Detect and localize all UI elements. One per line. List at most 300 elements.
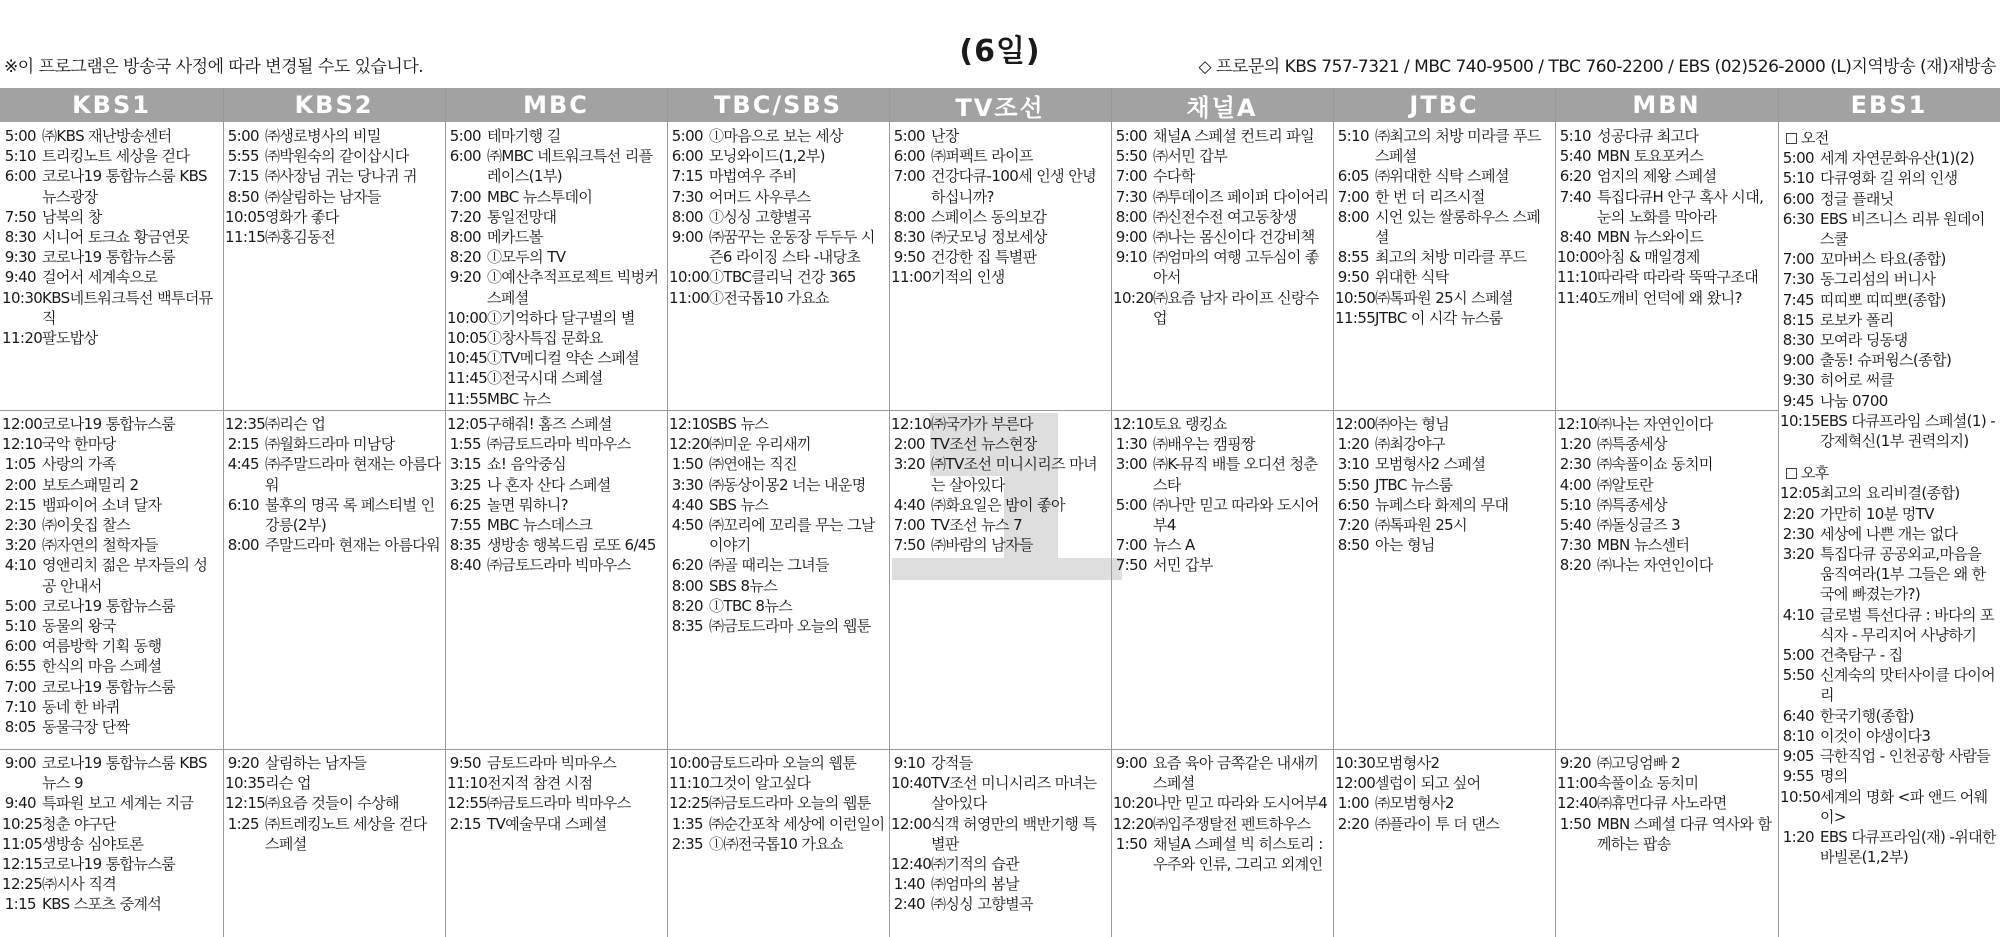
program-time: 12:40 <box>1557 794 1598 813</box>
program-row <box>669 227 885 267</box>
program-row <box>1557 753 1774 773</box>
program-time: 9:50 <box>449 754 481 772</box>
program-title: ㈜최강야구 <box>1375 435 1445 454</box>
program-row <box>1780 168 1996 188</box>
program-row <box>669 414 885 434</box>
program-row <box>1557 454 1774 474</box>
program-time: 12:10 <box>669 415 710 433</box>
program-row <box>1113 414 1329 434</box>
program-title: 리슨 업 <box>265 774 311 793</box>
program-title: ㈜서민 갑부 <box>1153 147 1228 166</box>
program-time: 10:30 <box>1335 754 1376 772</box>
program-title: ㈜월화드라마 미남당 <box>265 435 395 454</box>
program-row <box>669 207 885 227</box>
program-row <box>447 753 663 773</box>
schedule-block <box>1335 753 1551 937</box>
program-time: 11:55 <box>1335 308 1376 327</box>
program-title: 팔도밥상 <box>42 329 98 348</box>
program-row <box>669 596 885 616</box>
program-title: ㈜금토드라마 오늘의 웹툰 <box>709 617 871 636</box>
program-row <box>1780 706 1996 726</box>
schedule-block <box>1113 414 1329 749</box>
program-row <box>2 717 219 737</box>
program-time: 6:00 <box>4 167 36 186</box>
program-row <box>669 834 885 854</box>
program-row <box>447 308 663 328</box>
program-time: 8:20 <box>671 596 703 615</box>
program-time: 4:10 <box>1782 605 1814 624</box>
program-row <box>447 773 663 793</box>
program-row <box>2 267 219 287</box>
program-title: ㈜미운 우리새끼 <box>709 435 811 454</box>
program-row <box>1113 814 1329 834</box>
program-title: 트리킹노트 세상을 걷다 <box>42 147 190 166</box>
program-title: MBC 뉴스데스크 <box>487 516 593 535</box>
program-row <box>669 793 885 813</box>
program-title: SBS 뉴스 <box>709 415 769 433</box>
program-time: 5:00 <box>4 127 36 145</box>
program-time: 9:30 <box>1782 371 1814 390</box>
program-row <box>891 515 1107 535</box>
program-time: 7:50 <box>893 536 925 555</box>
program-title: 최고의 처방 미라클 푸드 <box>1375 248 1527 267</box>
schedule-block <box>447 414 663 749</box>
program-title: MBN 토요포커스 <box>1597 147 1704 166</box>
program-row <box>1335 187 1551 207</box>
program-title: ⓛ예산추적프로젝트 빅벙커 스페셜 <box>487 268 659 307</box>
program-time: 9:20 <box>1559 754 1591 772</box>
program-row <box>1780 787 1996 827</box>
program-row <box>669 187 885 207</box>
program-time: 12:05 <box>1780 484 1821 503</box>
program-time: 6:55 <box>4 657 36 676</box>
program-title: 이것이 야생이다3 <box>1820 726 1931 745</box>
schedule-block <box>225 753 441 937</box>
program-time: 8:40 <box>1559 228 1591 247</box>
program-time: 3:20 <box>4 536 36 555</box>
program-title: ㈜MBC 네트워크특선 리플레이스(1부) <box>487 147 653 186</box>
program-time: 11:05 <box>2 834 43 853</box>
program-time: 6:10 <box>227 495 259 514</box>
program-title: 강적들 <box>931 754 973 772</box>
program-title: ㈜특종세상 <box>1597 435 1667 454</box>
program-time: 11:10 <box>1557 268 1598 287</box>
schedule-block <box>1557 414 1774 749</box>
program-row <box>1335 247 1551 267</box>
program-time: 10:45 <box>447 349 488 368</box>
program-time: 6:30 <box>1782 209 1814 228</box>
schedule-block <box>669 414 885 749</box>
program-time: 10:35 <box>225 774 266 793</box>
program-row <box>1780 827 1996 867</box>
program-row <box>1335 288 1551 308</box>
program-time: 5:00 <box>1782 149 1814 168</box>
program-time: 2:00 <box>4 475 36 494</box>
schedule-block <box>447 126 663 410</box>
program-title: ⓛ마음으로 보는 세상 <box>709 127 843 145</box>
program-time: 5:00 <box>1115 495 1147 514</box>
program-time: 12:10 <box>891 415 932 433</box>
program-title: ㈜연애는 직진 <box>709 455 798 474</box>
program-title: ㈜골 때리는 그녀들 <box>709 556 829 575</box>
program-title: SBS 뉴스 <box>709 495 769 514</box>
program-time: 4:50 <box>671 516 703 535</box>
program-time: 10:25 <box>2 814 43 833</box>
program-time: 12:25 <box>2 875 43 894</box>
program-time: 1:55 <box>449 435 481 454</box>
program-time: 5:00 <box>227 127 259 145</box>
program-time: 8:50 <box>1337 536 1369 555</box>
program-title: EBS 다큐프라임(재) -위대한 바빌론(1,2부) <box>1820 827 1996 867</box>
program-row <box>2 697 219 717</box>
program-row <box>669 515 885 555</box>
program-time: 2:30 <box>1559 455 1591 474</box>
program-title: 뉴페스타 화제의 무대 <box>1375 495 1509 514</box>
program-time: 8:00 <box>671 207 703 226</box>
program-time: 7:00 <box>893 167 925 186</box>
program-title: 식객 허영만의 백반기행 특별판 <box>931 814 1097 853</box>
program-time: 12:35 <box>225 415 266 433</box>
program-row <box>225 434 441 454</box>
program-time: 2:40 <box>893 895 925 914</box>
program-time: 10:20 <box>1113 794 1154 813</box>
channel-header: MBN <box>1555 88 1778 122</box>
program-title: 서민 갑부 <box>1153 556 1213 575</box>
program-title: 셀럽이 되고 싶어 <box>1375 774 1481 793</box>
program-time: 7:50 <box>4 207 36 226</box>
column-divider <box>1778 88 1779 937</box>
program-row <box>1113 793 1329 813</box>
program-row <box>225 535 441 555</box>
program-row <box>2 677 219 697</box>
program-row <box>225 187 441 207</box>
program-title: EBS 비즈니스 리뷰 원데이 스쿨 <box>1820 209 1985 249</box>
program-row <box>1780 370 1996 390</box>
program-time: 4:40 <box>671 495 703 514</box>
program-time: 1:05 <box>4 455 36 474</box>
program-row <box>1113 146 1329 166</box>
program-time: 10:40 <box>891 774 932 793</box>
program-time: 2:15 <box>227 435 259 454</box>
program-title: 어머드 사우루스 <box>709 187 811 206</box>
program-row <box>1113 207 1329 227</box>
channel-header: MBC <box>445 88 667 122</box>
program-time: 1:25 <box>227 814 259 833</box>
program-row <box>225 414 441 434</box>
program-title: ㈜시사 직격 <box>42 875 117 894</box>
program-time: 12:15 <box>2 855 43 874</box>
program-time: 10:00 <box>669 754 710 772</box>
program-time: 3:20 <box>893 455 925 474</box>
program-time: 9:50 <box>893 248 925 267</box>
program-title: 출동! 슈퍼윙스(종합) <box>1820 351 1952 370</box>
schedule-block <box>225 126 441 410</box>
program-time: 6:00 <box>1782 189 1814 208</box>
program-title: 히어로 써클 <box>1820 371 1894 390</box>
program-time: 8:20 <box>449 248 481 267</box>
program-row <box>2 793 219 813</box>
program-time: 8:40 <box>449 556 481 575</box>
program-title: ㈜자연의 철학자들 <box>42 536 158 555</box>
program-title: ㈜모범형사2 <box>1375 794 1454 813</box>
program-time: 8:05 <box>4 718 36 737</box>
program-time: 7:30 <box>671 187 703 206</box>
program-title: ㈜박원숙의 같이삽시다 <box>265 147 409 166</box>
program-title: ⓛTBC클리닉 건강 365 <box>709 268 856 287</box>
program-title: TV조선 미니시리즈 마녀는 살아있다 <box>931 774 1097 813</box>
program-time: 1:50 <box>671 455 703 474</box>
program-title: JTBC 이 시각 뉴스룸 <box>1375 308 1503 327</box>
program-row <box>1335 515 1551 535</box>
program-row <box>447 434 663 454</box>
program-title: 나 혼자 산다 스페셜 <box>487 475 611 494</box>
program-title: 주말드라마 현재는 아름다워 <box>265 536 441 555</box>
channel-header: KBS1 <box>0 88 223 122</box>
program-row <box>1113 247 1329 287</box>
time-of-day-heading <box>1780 463 1996 483</box>
program-row <box>225 166 441 186</box>
schedule-block <box>2 753 219 937</box>
program-time: 8:55 <box>1337 248 1369 267</box>
schedule-block <box>2 414 219 749</box>
program-time: 7:30 <box>1782 270 1814 289</box>
program-title: 코로나19 통합뉴스룸 KBS 뉴스광장 <box>42 167 207 206</box>
program-row <box>1780 524 1996 544</box>
program-time: 8:15 <box>1782 310 1814 329</box>
program-title: ㈜금토드라마 빅마우스 <box>487 435 631 454</box>
program-row <box>891 854 1107 874</box>
program-time: 10:30 <box>2 288 43 307</box>
program-title: 전지적 참견 시점 <box>487 774 593 793</box>
program-time: 5:40 <box>1559 516 1591 535</box>
program-title: ㈜꼬리에 꼬리를 무는 그날 이야기 <box>709 516 875 555</box>
program-title: 도깨비 언덕에 왜 왔니? <box>1597 288 1742 307</box>
program-row <box>1335 166 1551 186</box>
program-title: ㈜신전수전 여고동창생 <box>1153 207 1297 226</box>
program-row <box>1335 267 1551 287</box>
program-time: 7:00 <box>893 516 925 535</box>
program-time: 9:20 <box>227 754 259 772</box>
program-row <box>669 288 885 308</box>
program-row <box>225 495 441 535</box>
program-row <box>447 814 663 834</box>
program-row <box>1557 126 1774 146</box>
program-row <box>2 616 219 636</box>
program-title: 쇼! 음악중심 <box>487 455 567 474</box>
program-title: 꼬마버스 타요(종합) <box>1820 250 1946 269</box>
channel-header: KBS2 <box>223 88 445 122</box>
program-title: ㈜싱싱 고향별곡 <box>931 895 1033 914</box>
program-row <box>2 656 219 676</box>
program-row <box>1113 126 1329 146</box>
program-row <box>1557 267 1774 287</box>
program-title: 특파원 보고 세계는 지금 <box>42 794 194 813</box>
program-title: 놀면 뭐하니? <box>487 495 568 514</box>
program-title: 메카드볼 <box>487 228 543 247</box>
schedule-notice: ※이 프로그램은 방송국 사정에 따라 변경될 수도 있습니다. <box>4 57 424 77</box>
program-time: 12:00 <box>891 814 932 833</box>
program-time: 11:45 <box>447 369 488 388</box>
program-row <box>1335 414 1551 434</box>
program-title: 최고의 요리비결(종합) <box>1820 484 1960 503</box>
program-time: 8:20 <box>1559 556 1591 575</box>
program-row <box>891 495 1107 515</box>
program-row <box>1335 207 1551 247</box>
program-title: 건강한 집 특별판 <box>931 248 1037 267</box>
column-divider <box>223 88 224 937</box>
program-row <box>447 793 663 813</box>
program-row <box>891 166 1107 206</box>
program-title: MBN 뉴스센터 <box>1597 536 1690 555</box>
program-title: ⓛ모두의 TV <box>487 248 566 267</box>
program-row <box>891 535 1107 555</box>
schedule-block <box>225 414 441 749</box>
program-row <box>891 773 1107 813</box>
column-divider <box>667 88 668 937</box>
program-row <box>1557 773 1774 793</box>
schedule-block <box>1557 753 1774 937</box>
program-row <box>1113 834 1329 874</box>
program-row <box>891 414 1107 434</box>
program-time: 6:00 <box>449 147 481 166</box>
program-row <box>225 793 441 813</box>
program-row <box>1557 814 1774 854</box>
program-row <box>1113 288 1329 328</box>
program-title: 건강다큐-100세 인생 안녕하십니까? <box>931 167 1096 206</box>
program-row <box>669 267 885 287</box>
program-time: 12:10 <box>1557 415 1598 433</box>
program-time: 9:10 <box>1115 248 1147 267</box>
program-time: 5:00 <box>893 127 925 145</box>
program-title: 생방송 심야토론 <box>42 834 144 853</box>
program-time: 9:00 <box>671 228 703 247</box>
program-time: 5:55 <box>227 147 259 166</box>
program-time: 12:20 <box>1113 814 1154 833</box>
program-title: ㈜바람의 남자들 <box>931 536 1033 555</box>
program-title: 동네 한 바퀴 <box>42 697 120 716</box>
program-row <box>2 636 219 656</box>
program-row <box>1557 495 1774 515</box>
program-title: 보토스패밀리 2 <box>42 475 139 494</box>
program-time: 5:10 <box>1559 127 1591 145</box>
program-row <box>447 187 663 207</box>
program-row <box>2 328 219 348</box>
program-row <box>2 434 219 454</box>
program-row <box>2 596 219 616</box>
program-row <box>225 146 441 166</box>
program-title: 시언 있는 쌀롱하우스 스페셜 <box>1375 207 1541 247</box>
program-title: 코로나19 통합뉴스룸 <box>42 415 176 433</box>
program-time: 7:00 <box>1782 250 1814 269</box>
program-title: 글로벌 특선다큐 : 바다의 포식자 - 무리지어 사냥하기 <box>1820 605 1994 644</box>
program-time: 5:50 <box>1115 147 1147 166</box>
checkbox-icon <box>1786 468 1797 479</box>
program-title: ㈜꿈꾸는 운동장 두두두 시즌6 라이징 스타 -내당초 <box>709 228 875 267</box>
program-row <box>1113 555 1329 575</box>
program-time: 3:20 <box>1782 545 1814 564</box>
program-title: KBS 스포츠 중계석 <box>42 895 162 914</box>
program-row <box>669 146 885 166</box>
program-title: ㈜요즘 것들이 수상해 <box>265 794 399 813</box>
program-time: 1:00 <box>1337 794 1369 813</box>
program-title: 요즘 육아 금쪽같은 내새끼 스페셜 <box>1153 754 1319 793</box>
program-time: 12:15 <box>225 794 266 813</box>
program-title: 한국기행(종합) <box>1820 706 1914 725</box>
program-title: ㈜TV조선 미니시리즈 마녀는 살아있다 <box>931 455 1097 494</box>
program-time: 5:10 <box>4 617 36 636</box>
program-time: 12:00 <box>1335 415 1376 433</box>
program-time: 3:25 <box>449 475 481 494</box>
program-title: ㈜엄마의 봄날 <box>931 875 1020 894</box>
program-time: 7:15 <box>671 167 703 186</box>
program-row <box>2 454 219 474</box>
program-title: ㈜트레킹노트 세상을 걷다 스페셜 <box>265 814 427 853</box>
program-row <box>891 814 1107 854</box>
program-row <box>1557 515 1774 535</box>
program-row <box>2 515 219 535</box>
program-title: ㈜굿모닝 정보세상 <box>931 228 1047 247</box>
program-time: 7:15 <box>227 167 259 186</box>
program-title: MBC 뉴스투데이 <box>487 187 593 206</box>
program-row <box>1780 504 1996 524</box>
program-title: 테마기행 길 <box>487 127 561 145</box>
program-title: 마법여우 주비 <box>709 167 797 186</box>
program-time: 6:00 <box>893 147 925 166</box>
program-title: ㈜엄마의 여행 고두심이 좋아서 <box>1153 248 1319 287</box>
program-row <box>1780 766 1996 786</box>
program-title: 코로나19 통합뉴스룸 <box>42 855 176 874</box>
program-row <box>669 616 885 636</box>
program-row <box>2 247 219 267</box>
program-title: ⓛ전국시대 스페셜 <box>487 369 603 388</box>
program-title: 띠띠뽀 띠띠뽀(종합) <box>1820 290 1946 309</box>
program-row <box>1780 605 1996 645</box>
program-row <box>1113 227 1329 247</box>
program-time: 5:10 <box>4 147 36 166</box>
program-row <box>225 227 441 247</box>
program-title: 사랑의 가족 <box>42 455 116 474</box>
program-title: ㈜휴먼다큐 사노라면 <box>1597 794 1727 813</box>
program-title: 청춘 야구단 <box>42 814 116 833</box>
program-title: 불후의 명곡 록 페스티벌 인 강릉(2부) <box>265 495 435 535</box>
program-title: 코로나19 통합뉴스룸 <box>42 677 176 696</box>
program-row <box>1557 247 1774 267</box>
program-row <box>2 834 219 854</box>
program-title: 한 번 더 리즈시절 <box>1375 187 1485 206</box>
program-title: 신계숙의 맛터사이클 다이어리 <box>1820 666 1996 705</box>
program-time: 8:00 <box>893 207 925 226</box>
program-time: 12:20 <box>669 435 710 454</box>
program-row <box>1335 793 1551 813</box>
program-row <box>891 146 1107 166</box>
program-row <box>1335 126 1551 166</box>
program-time: 9:20 <box>449 268 481 287</box>
program-time: 2:20 <box>1782 504 1814 523</box>
program-time: 1:20 <box>1337 435 1369 454</box>
program-row <box>447 247 663 267</box>
inquiry-info: ◇ 프로문의 KBS 757-7321 / MBC 740-9500 / TBC 760-2200 / EBS (02)526-2000 (L)지역방송 (재)재방송 <box>1198 57 1996 77</box>
program-time: 5:10 <box>1337 127 1369 145</box>
program-row <box>1780 665 1996 705</box>
program-row <box>1557 227 1774 247</box>
program-title: TV조선 뉴스 7 <box>931 516 1023 535</box>
program-title: ㈜요즘 남자 라이프 신랑수업 <box>1153 288 1319 327</box>
program-title: ㈜고딩엄빠 2 <box>1597 754 1681 772</box>
program-row <box>669 126 885 146</box>
program-title: ㈜K-뮤직 배틀 오디션 청춘스타 <box>1153 455 1318 494</box>
program-row <box>447 414 663 434</box>
program-time: 12:05 <box>447 415 488 433</box>
